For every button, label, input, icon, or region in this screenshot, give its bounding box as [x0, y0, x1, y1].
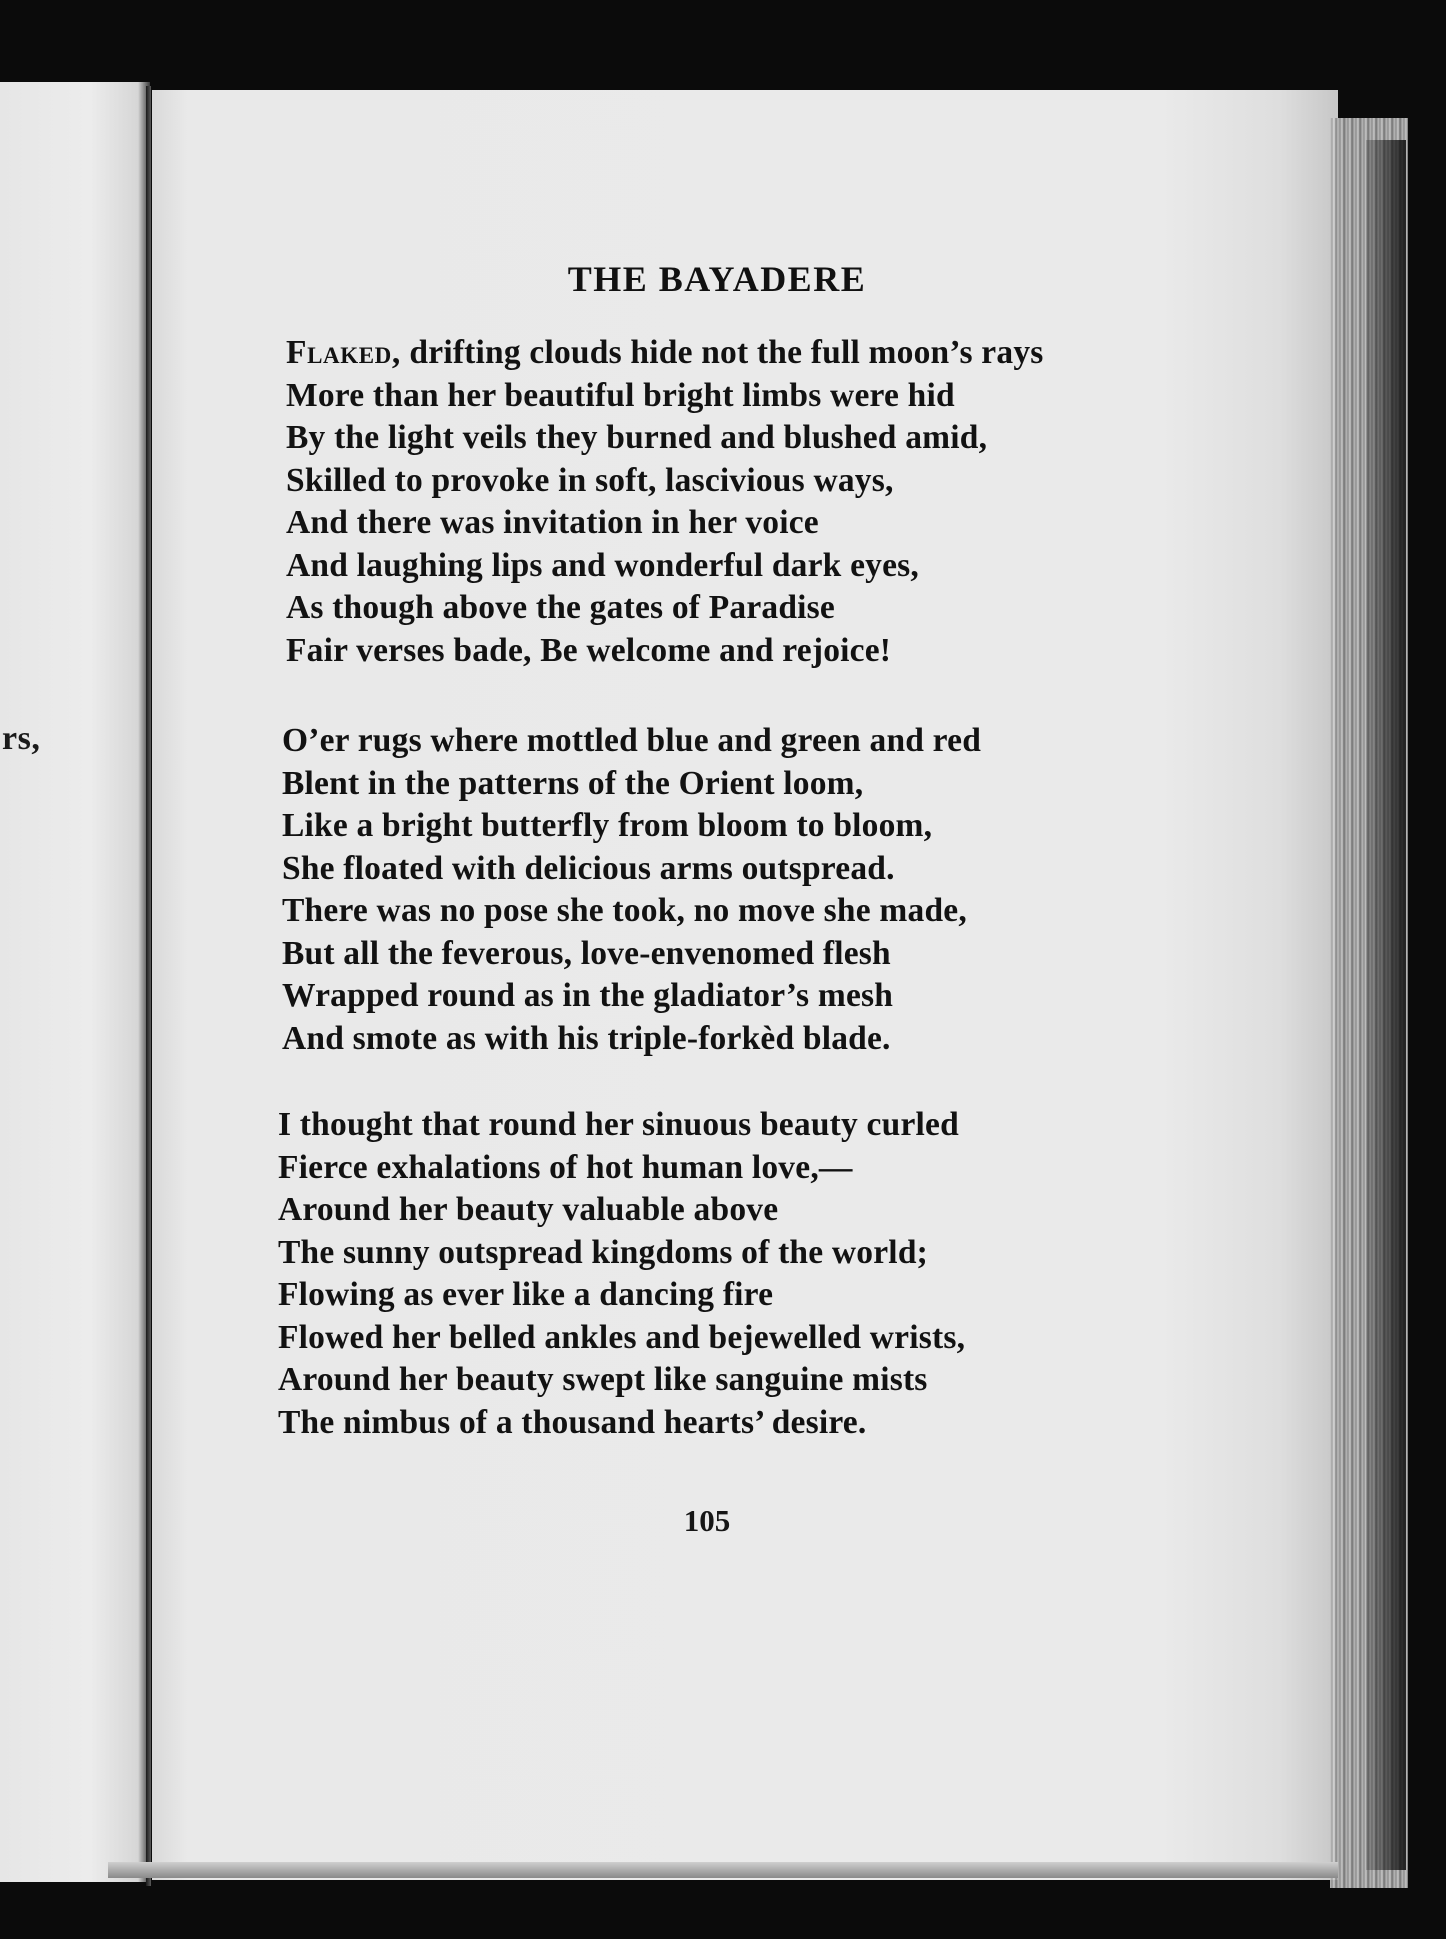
poem-line: Flaked, drifting clouds hide not the full moon’s rays [286, 334, 1044, 371]
page-number: 105 [683, 1503, 731, 1538]
poem-title: THE BAYADERE [567, 259, 867, 299]
lead-word: Flaked, [286, 334, 401, 371]
poem-line: But all the feverous, love-envenomed flesh [282, 934, 891, 972]
poem-line: Around her beauty valuable above [278, 1191, 779, 1228]
page-bottom-edge [108, 1862, 1338, 1878]
stanza-3 [278, 1104, 1278, 1444]
poem-line: Around her beauty swept like sanguine mists [278, 1361, 928, 1398]
poem-line: The nimbus of a thousand hearts’ desire. [278, 1403, 867, 1441]
stanza-2 [282, 720, 1282, 1060]
poem-line: I thought that round her sinuous beauty curled [278, 1106, 959, 1143]
poem-line: Flowed her belled ankles and bejewelled wrists, [278, 1318, 966, 1356]
poem-line: As though above the gates of Paradise [286, 589, 835, 626]
poem-line: The sunny outspread kingdoms of the world; [278, 1233, 929, 1271]
poem-line: Blent in the patterns of the Orient loom, [282, 764, 864, 802]
poem-line: Wrapped round as in the gladiator’s mesh [282, 977, 894, 1014]
poem-line: Fierce exhalations of hot human love,— [278, 1148, 853, 1186]
poem-line: Fair verses bade, Be welcome and rejoice! [286, 631, 892, 669]
poem-line: More than her beautiful bright limbs were hid [286, 376, 955, 414]
poem-line: Like a bright butterfly from bloom to bloom, [282, 807, 933, 844]
poem-line: And laughing lips and wonderful dark eyes, [286, 546, 919, 584]
poem-line: Flowing as ever like a dancing fire [278, 1276, 774, 1313]
poem-line: By the light veils they burned and blushed amid, [286, 419, 988, 456]
poem-line: And there was invitation in her voice [286, 504, 819, 541]
previous-page-fragment: rs, [2, 720, 41, 757]
stanza-1 [286, 332, 1286, 672]
previous-page [0, 82, 150, 1882]
poem-line: There was no pose she took, no move she made, [282, 892, 967, 929]
page-edges-shadow [1366, 140, 1406, 1870]
poem-line: She floated with delicious arms outspread. [282, 849, 895, 887]
poem-line: Skilled to provoke in soft, lascivious ways, [286, 461, 894, 499]
poem-line: And smote as with his triple-forkèd blade. [282, 1019, 891, 1057]
book-gutter [146, 86, 151, 1886]
poem-line: O’er rugs where mottled blue and green and red [282, 722, 982, 759]
